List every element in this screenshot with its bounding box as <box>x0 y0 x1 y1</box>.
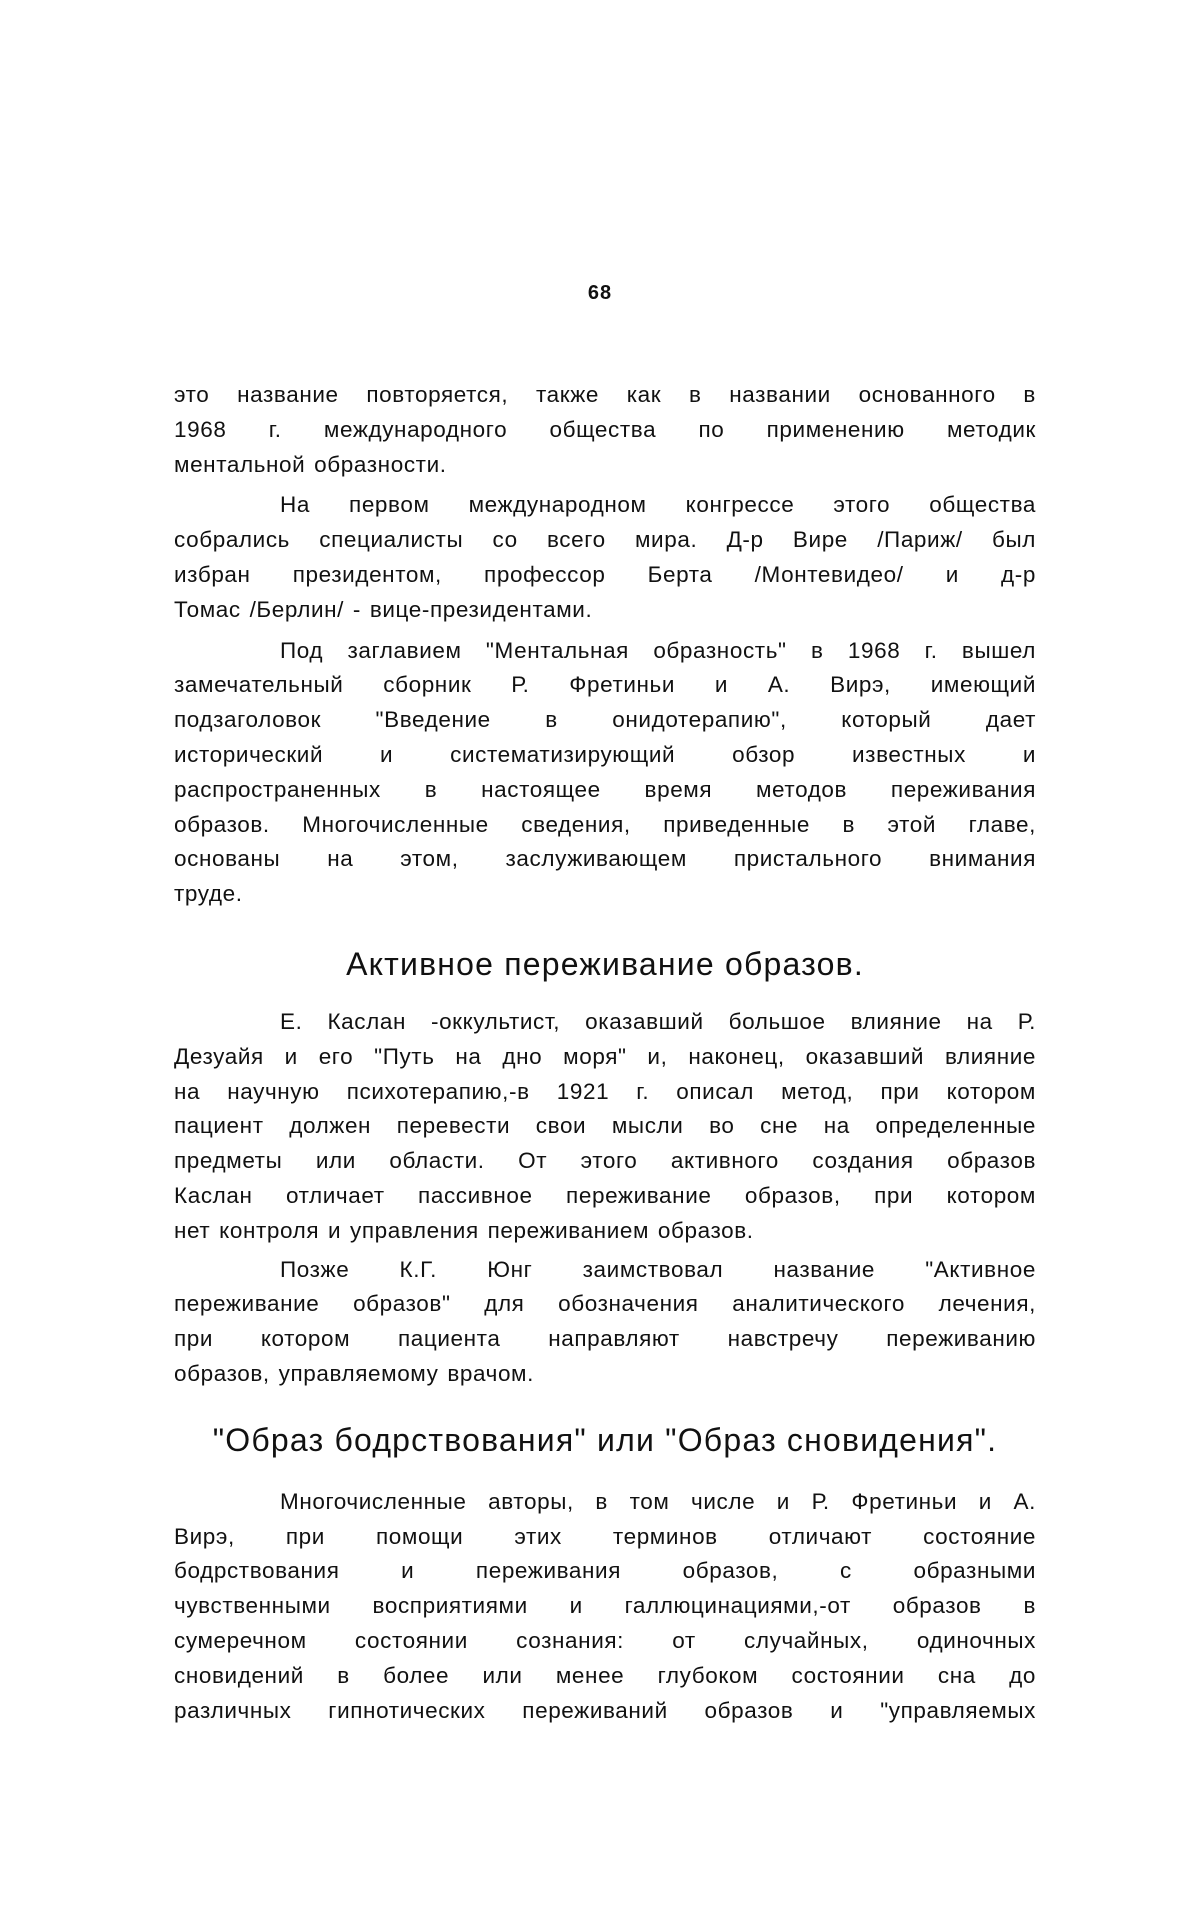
text-line: основаны на этом, заслуживающем пристального внимания <box>174 846 1036 872</box>
section-heading-active-imagery: Активное переживание образов. <box>346 945 864 982</box>
text-line: предметы или области. От этого активного создания образов <box>174 1148 1036 1174</box>
text-line: на научную психотерапию,-в 1921 г. описал метод, при котором <box>174 1078 1036 1104</box>
text-line: сновидений в более или менее глубоком состоянии сна до <box>174 1662 1036 1688</box>
text-line: На первом международном конгрессе этого общества <box>280 492 1036 518</box>
text-line: труде. <box>174 881 243 907</box>
paragraph-5 <box>174 1253 1036 1392</box>
text-line: Вирэ, при помощи этих терминов отличают состояние <box>174 1523 1036 1549</box>
text-line: распространенных в настоящее время методов переживания <box>174 776 1036 802</box>
text-line: подзаголовок "Введение в онидотерапию", который дает <box>174 707 1036 733</box>
text-line: 1968 г. международного общества по применению методик <box>174 416 1036 442</box>
page-body <box>174 378 1036 1728</box>
paragraph-2 <box>174 488 1036 627</box>
paragraph-6 <box>174 1485 1036 1729</box>
text-line: избран президентом, профессор Берта /Монтевидео/ и д-р <box>174 561 1036 587</box>
text-line: ментальной образности. <box>174 451 447 477</box>
text-line: исторический и систематизирующий обзор известных и <box>174 741 1036 767</box>
text-line: нет контроля и управления переживанием образов. <box>174 1217 754 1243</box>
text-line: Е. Каслан -оккультист, оказавший большое влияние на Р. <box>280 1008 1036 1034</box>
section-heading-waking-dream-image: "Образ бодрствования" или "Образ сновидения". <box>212 1421 998 1458</box>
paragraph-3 <box>174 634 1036 912</box>
text-line: пациент должен перевести свои мысли во сне на определенные <box>174 1113 1036 1139</box>
text-line: различных гипнотических переживаний образов и "управляемых <box>174 1697 1036 1723</box>
text-line: Томас /Берлин/ - вице-президентами. <box>174 596 593 622</box>
text-line: Многочисленные авторы, в том числе и Р. Фретиньи и А. <box>280 1488 1036 1514</box>
text-line: образов. Многочисленные сведения, приведенные в этой главе, <box>174 811 1036 837</box>
text-line: чувственными восприятиями и галлюцинациями,-от образов в <box>174 1593 1036 1619</box>
text-line: Дезуайя и его "Путь на дно моря" и, наконец, оказавший влияние <box>174 1043 1036 1069</box>
text-line: Позже К.Г. Юнг заимствовал название "Активное <box>280 1256 1036 1282</box>
text-line: замечательный сборник Р. Фретиньи и А. Вирэ, имеющий <box>174 672 1036 698</box>
text-line: при котором пациента направляют навстречу переживанию <box>174 1326 1036 1352</box>
text-line: образов, управляемому врачом. <box>174 1360 534 1386</box>
paragraph-1 <box>174 378 1036 482</box>
page-number: 68 <box>587 282 613 304</box>
text-line: собрались специалисты со всего мира. Д-р Вире /Париж/ был <box>174 527 1036 553</box>
text-line: переживание образов" для обозначения аналитического лечения, <box>174 1291 1036 1317</box>
text-line: бодрствования и переживания образов, с образными <box>174 1558 1036 1584</box>
text-line: сумеречном состоянии сознания: от случайных, одиночных <box>174 1627 1036 1653</box>
text-line: Под заглавием "Ментальная образность" в 1968 г. вышел <box>280 637 1036 663</box>
text-line: это название повторяется, также как в названии основанного в <box>174 382 1036 407</box>
paragraph-4 <box>174 1005 1036 1249</box>
text-line: Каслан отличает пассивное переживание образов, при котором <box>174 1182 1036 1208</box>
